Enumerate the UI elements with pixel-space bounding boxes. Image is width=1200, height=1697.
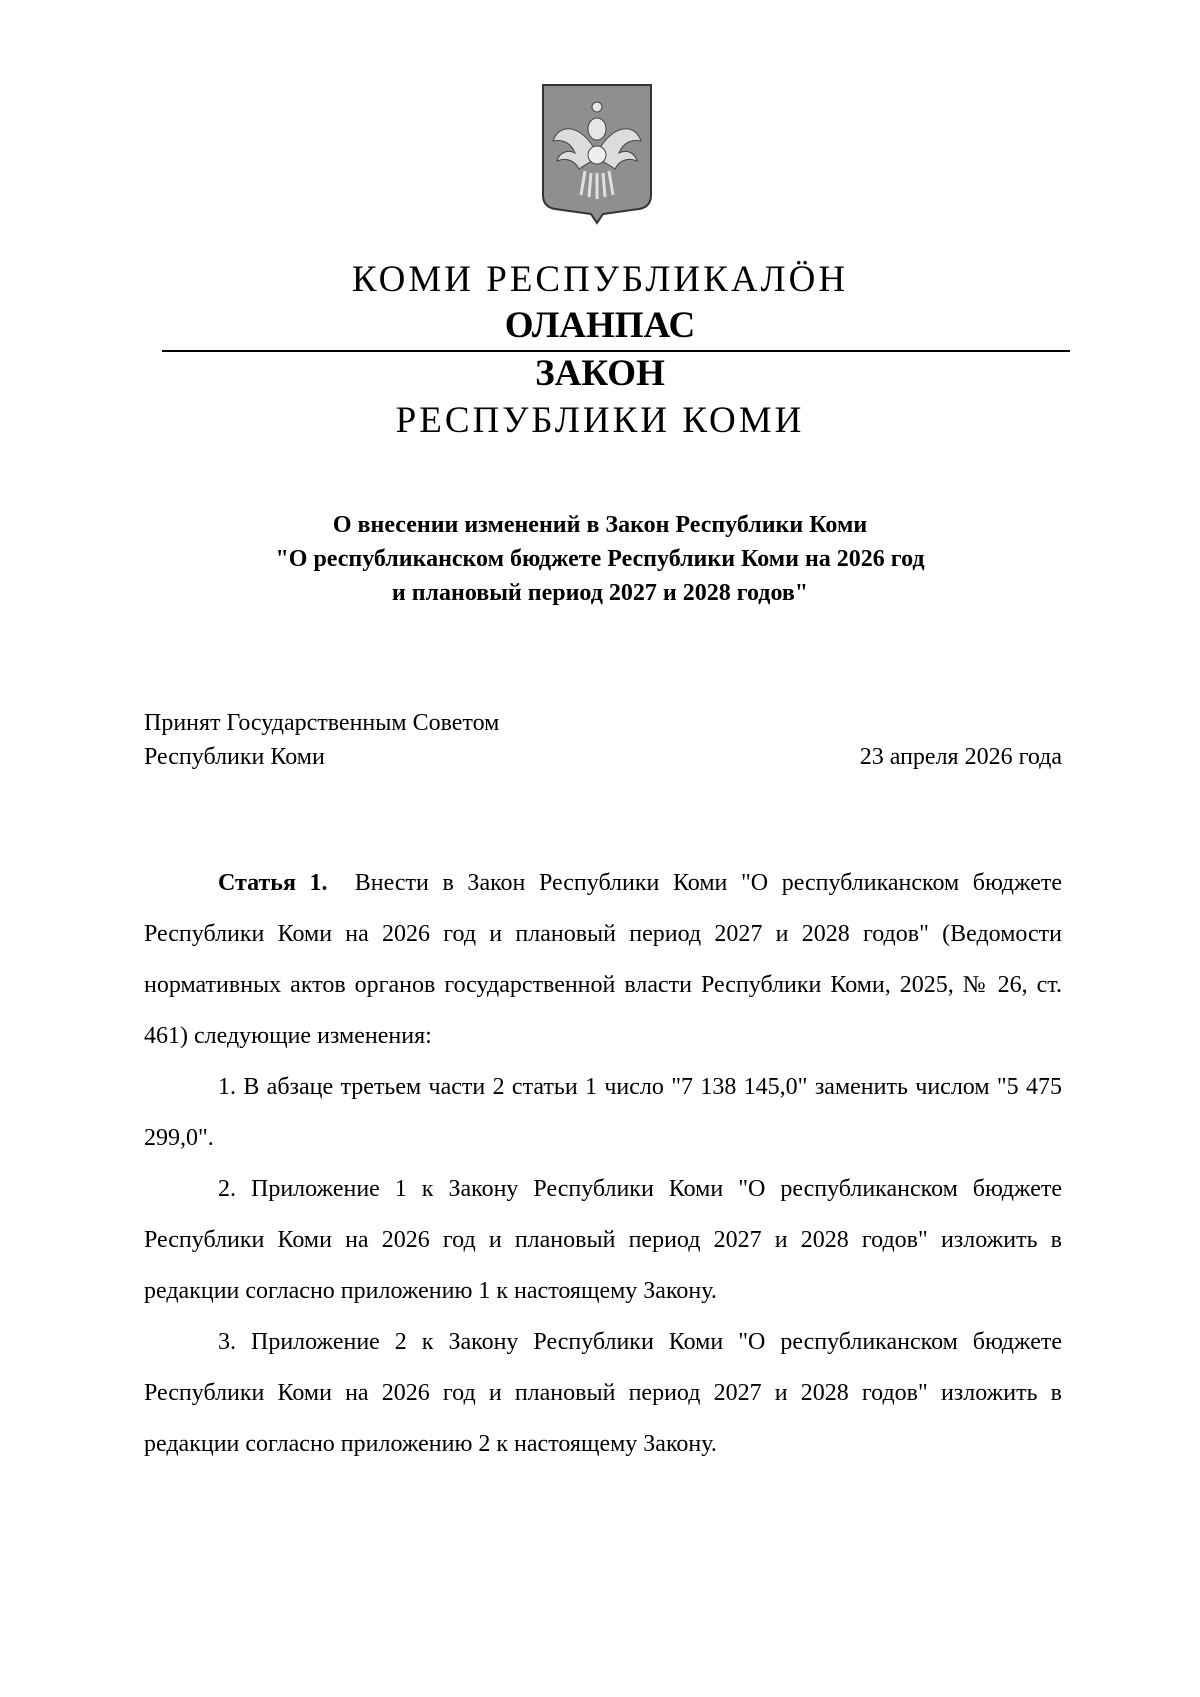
document-title-line: О внесении изменений в Закон Республики Коми <box>332 512 868 538</box>
adoption-date: 23 апреля 2026 года <box>859 744 1062 770</box>
document-title-line: и плановый период 2027 и 2028 годов" <box>391 580 809 606</box>
law-heading: ЗАКОН <box>535 353 665 394</box>
adopted-by-line: Принят Государственным Советом <box>144 710 500 736</box>
article-item: 1. В абзаце третьем части 2 статьи 1 число "7 138 145,0" заменить числом "5 475 299,0". <box>144 1074 1062 1151</box>
document-title <box>0 508 1200 610</box>
article-label: Статья 1. <box>218 870 328 896</box>
adopted-by-line: Республики Коми <box>144 744 325 770</box>
republic-heading: РЕСПУБЛИКИ КОМИ <box>395 400 805 441</box>
article-item: 3. Приложение 2 к Закону Республики Коми "О республиканском бюджете Республики Коми на 2026 год и плановый период 2027 и 2028 годов" изложить в редакции согласно приложению 2 к настоящему Закону. <box>144 1329 1062 1457</box>
komi-law-heading: ОЛАНПАС <box>504 305 696 346</box>
adoption-block <box>144 706 1062 774</box>
komi-republic-heading: КОМИ РЕСПУБЛИКАЛӦН <box>351 259 849 300</box>
article-intro-text: Внести в Закон Республики Коми "О республиканском бюджете Республики Коми на 2026 год и плановый период 2027 и 2028 годов" (Ведомости нормативных актов органов государственной власти Республики Коми, 2025, № 26, ст. 461) следующие изменения: <box>144 870 1063 1049</box>
article-item: 2. Приложение 1 к Закону Республики Коми "О республиканском бюджете Республики Коми на 2026 год и плановый период 2027 и 2028 годов" изложить в редакции согласно приложению 1 к настоящему Закону. <box>144 1176 1062 1304</box>
document-title-line: "О республиканском бюджете Республики Коми на 2026 год <box>275 546 925 572</box>
coat-of-arms-emblem-icon <box>541 83 653 225</box>
document-body <box>144 858 1062 1470</box>
article-paragraph <box>144 858 1062 1062</box>
